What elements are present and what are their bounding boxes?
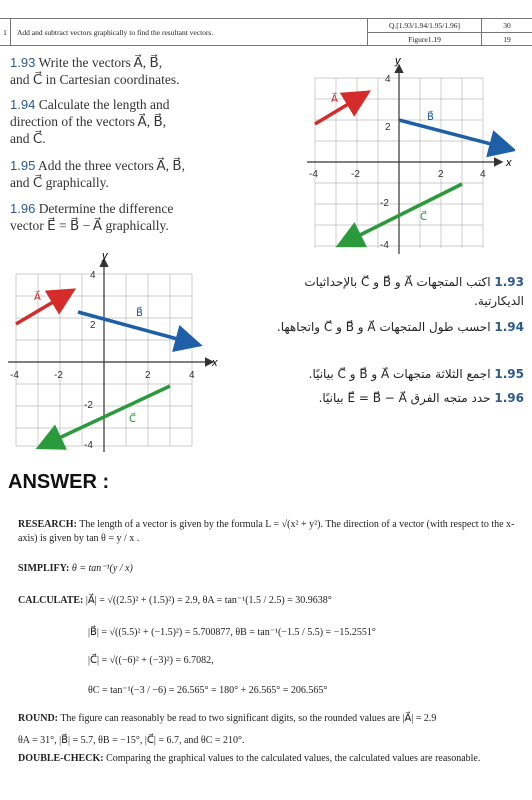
calculate-c: |C⃗| = √((−6)² + (−3)²) = 6.7082, [88,655,214,666]
vector-a-label-2: A⃗ [34,292,41,303]
figure-label: Figure1.19 [408,34,441,44]
calculate-theta-c: θC = tan⁻¹(−3 / −6) = 26.565° = 180° + 26.565° = 206.565° [88,685,328,696]
problem-1-96: 1.96 Determine the difference vector E⃗ = B⃗ − A⃗ graphically. [10,201,174,233]
calculate-a: CALCULATE: |A⃗| = √((2.5)² + (1.5)²) = 2.9, θA = tan⁻¹(1.5 / 2.5) = 30.9638° [18,595,332,606]
x-axis-label-2: x [212,357,218,369]
svg-text:-2: -2 [54,370,63,381]
vector-c-2 [42,386,170,446]
problem-ar-1-93: 1.93 اكتب المتجهات A⃗ و B⃗ و C⃗ بالإحداثيات الديكارتية. [304,275,524,308]
question-ref [368,19,482,45]
problem-ar-1-94: 1.94 احسب طول المتجهات A⃗ و B⃗ و C⃗ واتجاهها. [276,320,524,334]
y-axis-label: y [395,58,401,67]
header-title: Add and subtract vectors graphically to find the resultant vectors. [11,19,368,45]
vector-c-label: C⃗ [420,212,427,223]
vector-a-2 [16,292,70,324]
research-block: RESEARCH: The length of a vector is given by the formula L = √(x² + y²). The direction of a vector (with respect to the x-axis) is given by tan θ = y / x . [18,519,515,544]
y-axis-label-2: y [102,252,108,262]
svg-text:4: 4 [385,74,391,85]
vector-c [342,184,462,244]
svg-text:2: 2 [385,122,391,133]
svg-text:4: 4 [90,270,96,281]
vector-b [399,120,510,149]
problem-ar-1-95: 1.95 اجمع الثلاثة متجهات A⃗ و B⃗ و C⃗ بيانيًا. [308,367,524,381]
vector-graph-top [305,58,515,256]
round-block-2: θA = 31°, |B⃗| = 5.7, θB = −15°, |C⃗| = 6.7, and θC = 210°. [18,735,245,746]
svg-text:-4: -4 [380,240,389,251]
question-label: Q.[1.93/1.94/1.95/1.96] [388,20,461,30]
simplify-block: SIMPLIFY: θ = tan⁻¹(y / x) [18,563,133,574]
vector-a-label: A⃗ [331,94,338,105]
number-1: 30 [503,20,511,30]
svg-text:-2: -2 [380,198,389,209]
svg-text:-4: -4 [309,169,318,180]
double-check-block: DOUBLE-CHECK: Comparing the graphical values to the calculated values, the calculated values are reasonable. [18,753,481,764]
vector-a [315,94,365,124]
svg-text:2: 2 [145,370,151,381]
answer-heading: ANSWER : [8,471,110,493]
page-numbers [482,19,532,45]
svg-text:-2: -2 [84,400,93,411]
problem-1-95: 1.95 Add the three vectors A⃗, B⃗, and C⃗ graphically. [10,158,186,190]
vector-graph-left [4,252,222,454]
calculate-b: |B⃗| = √((5.5)² + (−1.5)²) = 5.700877, θB = tan⁻¹(−1.5 / 5.5) = −15.2551° [88,627,376,638]
problem-ar-1-96: 1.96 حدد متجه الفرق E⃗ = B⃗ − A⃗ بيانيًا. [318,391,524,405]
svg-text:-2: -2 [351,169,360,180]
header-table [0,18,532,46]
x-axis-label: x [506,157,512,169]
round-block: ROUND: The figure can reasonably be read to two significant digits, so the rounded values are |A⃗| = 2.9 [18,713,437,724]
svg-text:4: 4 [480,169,486,180]
vector-b-label-2: B⃗ [136,308,143,319]
vector-b-label: B⃗ [427,112,434,123]
vector-c-label-2: C⃗ [129,414,136,425]
row-number: 1 [0,19,11,45]
problem-1-93: 1.93 Write the vectors A⃗, B⃗, and C⃗ in Cartesian coordinates. [10,55,180,87]
svg-text:-4: -4 [84,440,93,451]
svg-text:2: 2 [438,169,444,180]
number-2: 19 [503,34,511,44]
svg-text:4: 4 [189,370,195,381]
svg-text:-4: -4 [10,370,19,381]
problem-1-94: 1.94 Calculate the length and direction of the vectors A⃗, B⃗, and C⃗. [10,97,170,146]
svg-text:2: 2 [90,320,96,331]
